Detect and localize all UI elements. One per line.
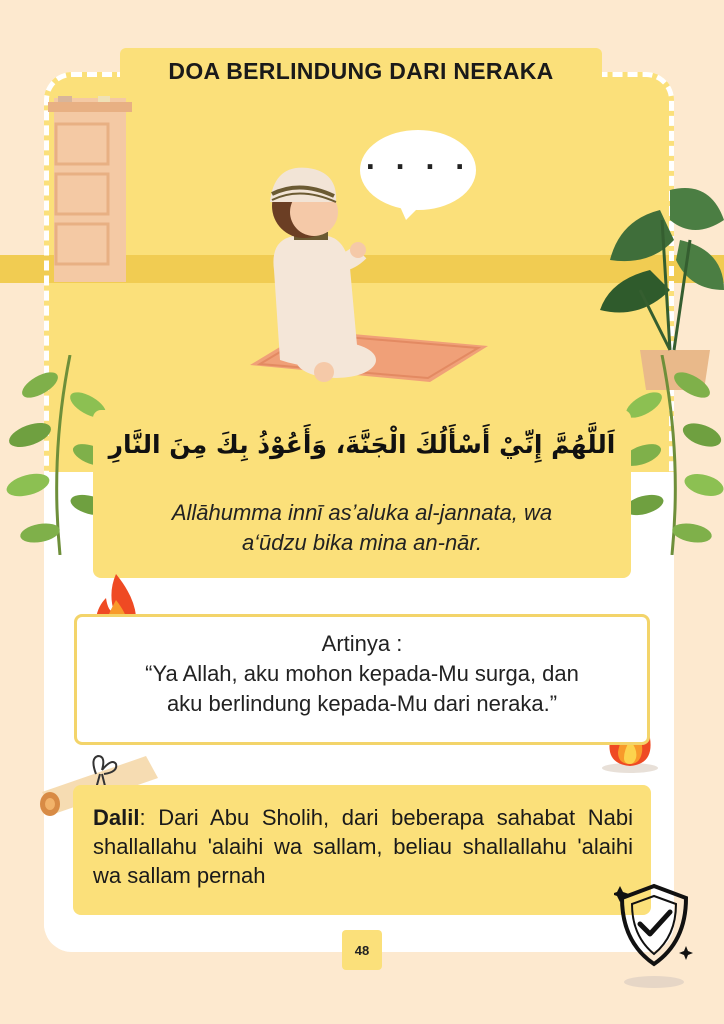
dalil-label: Dalil [93,805,140,830]
doa-latin-line2: a‘ūdzu bika mina an-nār. [241,530,483,555]
page-title: DOA BERLINDUNG DARI NERAKA [120,48,602,94]
shield-check-icon [614,880,694,990]
doa-latin [115,498,609,558]
speech-bubble-text: . . . . [365,140,471,176]
translation-box [74,614,650,745]
leaf-branch-icon [622,355,724,555]
dalil-box [73,785,651,915]
translation-line2: aku berlindung kepada-Mu dari neraka.” [166,691,558,716]
dalil-text: : Dari Abu Sholih, dari beberapa sahabat Nabi shallallahu 'alaihi wa sallam, beliau shallallahu 'alaihi wa sallam pernah [93,805,633,888]
dalil-paragraph [93,803,633,890]
doa-arabic: اَللَّهُمَّ إِنِّيْ أَسْأَلُكَ الْجَنَّةَ، وَأَعُوْذُ بِكَ مِنَ النَّارِ [108,430,616,459]
praying-boy-icon [250,150,490,395]
doa-box [93,410,631,578]
page-number: 48 [342,930,382,970]
doa-latin-line1: Allāhumma innī as’aluka al-jannata, wa [171,500,553,525]
translation-line1: “Ya Allah, aku mohon kepada-Mu surga, dan [145,661,579,686]
translation-label: Artinya : [321,631,403,656]
shelf-icon [48,96,132,282]
